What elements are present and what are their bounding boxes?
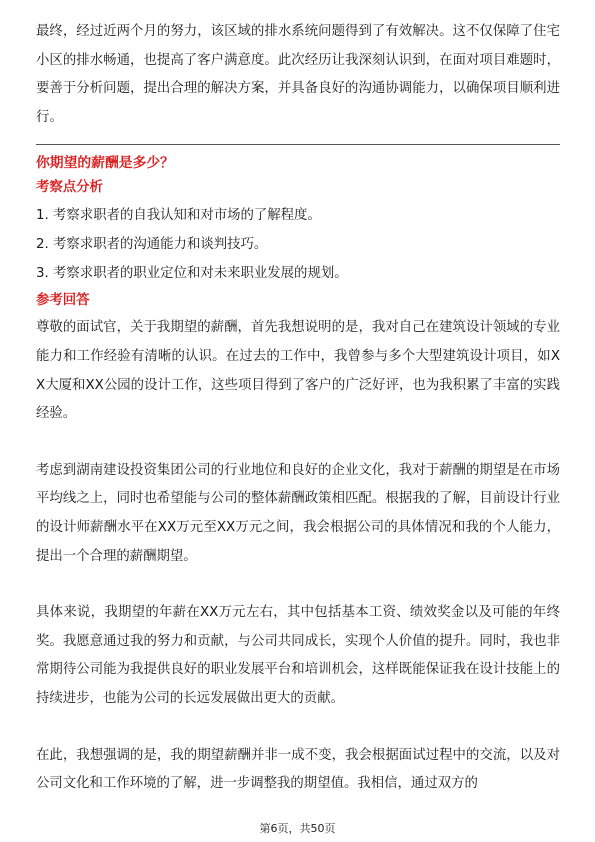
answer-paragraph: 在此，我想强调的是，我的期望薪酬并非一成不变，我会根据面试过程中的交流，以及对公司文化和工作环境的了解，进一步调整我的期望值。我相信，通过双方的 <box>36 747 560 792</box>
answer-heading: 参考回答 <box>36 293 90 309</box>
paragraph-spacer <box>36 571 560 599</box>
document-page <box>36 18 560 799</box>
analysis-point: 3. 考察求职者的职业定位和对未来职业发展的规划。 <box>36 266 348 282</box>
question-title: 你期望的薪酬是多少？ <box>36 155 174 172</box>
paragraph-spacer <box>36 714 560 742</box>
analysis-heading: 考察点分析 <box>36 180 103 196</box>
analysis-point: 1. 考察求职者的自我认知和对市场的了解程度。 <box>36 208 321 224</box>
paragraph-spacer <box>36 429 560 457</box>
intro-paragraph: 最终，经过近两个月的努力，该区域的排水系统问题得到了有效解决。这不仅保障了住宅小区的排水畅通，也提高了客户满意度。此次经历让我深刻认识到，在面对项目难题时，要善于分析问题，提出合理的解决方案，并具备良好的沟通协调能力，以确保项目顺利进行。 <box>36 24 560 125</box>
answer-paragraph: 考虑到湖南建设投资集团公司的行业地位和良好的企业文化，我对于薪酬的期望是在市场平均线之上，同时也希望能与公司的整体薪酬政策相匹配。根据我的了解，目前设计行业的设计师薪酬水平在XX万元至XX万元之间，我会根据公司的具体情况和我的个人能力，提出一个合理的薪酬期望。 <box>36 462 560 564</box>
section-divider <box>36 144 560 145</box>
answer-paragraph: 尊敬的面试官，关于我期望的薪酬，首先我想说明的是，我对自己在建筑设计领域的专业能力和工作经验有清晰的认识。在过去的工作中，我曾参与多个大型建筑设计项目，如XX大厦和XX公园的设计工作，这些项目得到了客户的广泛好评，也为我积累了丰富的实践经验。 <box>36 320 560 422</box>
answer-paragraph: 具体来说，我期望的年薪在XX万元左右，其中包括基本工资、绩效奖金以及可能的年终奖。我愿意通过我的努力和贡献，与公司共同成长，实现个人价值的提升。同时，我也非常期待公司能为我提供良好的职业发展平台和培训机会，这样既能保证我在设计技能上的持续进步，也能为公司的长远发展做出更大的贡献。 <box>36 605 560 706</box>
analysis-list <box>36 201 560 288</box>
page-number: 第6页，共50页 <box>259 822 336 835</box>
analysis-point: 2. 考察求职者的沟通能力和谈判技巧。 <box>36 237 268 253</box>
